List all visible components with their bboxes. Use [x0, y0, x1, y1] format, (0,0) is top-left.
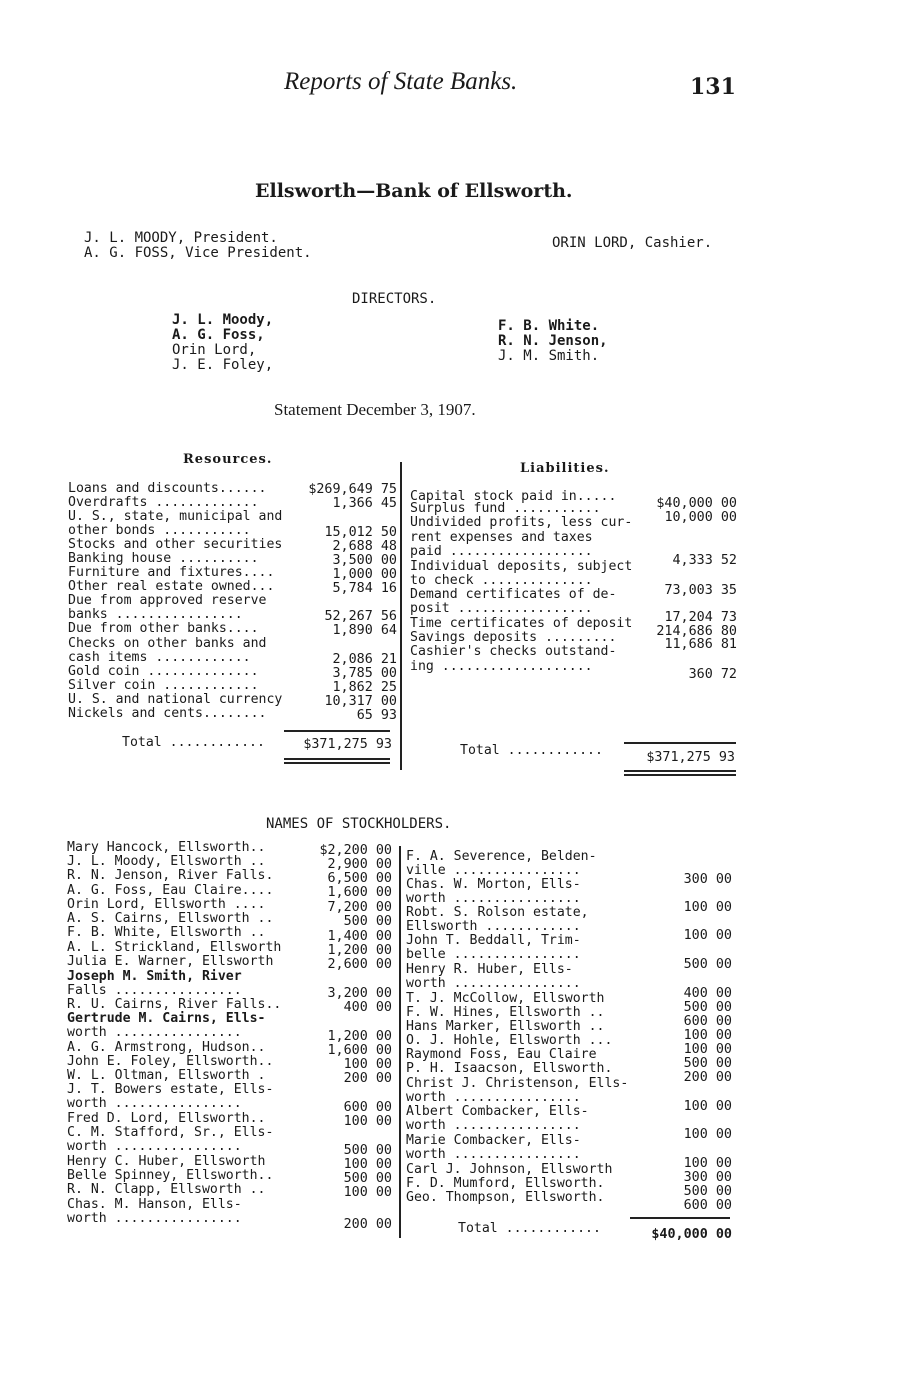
stockholder-amount: 7,200 00	[327, 900, 392, 915]
resource-amount: 1,000 00	[332, 567, 397, 582]
stockholder-name: A. G. Armstrong, Hudson..	[67, 1040, 266, 1055]
resources-total-amount: $371,275 93	[303, 737, 392, 752]
stockholder-amount: 500 00	[343, 1171, 392, 1186]
stockholder-name: Robt. S. Rolson estate,	[406, 905, 589, 920]
resource-label: Checks on other banks and	[68, 636, 267, 651]
stockholder-name: Fred D. Lord, Ellsworth..	[67, 1111, 266, 1126]
stockholder-name: F. D. Mumford, Ellsworth.	[406, 1176, 605, 1191]
stockholder-name: F. W. Hines, Ellsworth ..	[406, 1005, 605, 1020]
liabilities-total-double-rule	[624, 774, 736, 776]
stockholder-name: Belle Spinney, Ellsworth..	[67, 1168, 274, 1183]
resource-label: U. S., state, municipal and	[68, 509, 283, 524]
liability-amount: 73,003 35	[664, 583, 737, 598]
liabilities-total-amount: $371,275 93	[646, 750, 735, 765]
resource-label: other bonds ...........	[68, 523, 251, 538]
stockholder-name: worth ................	[406, 1118, 581, 1133]
liability-label: Undivided profits, less cur-	[410, 515, 633, 530]
stockholder-name: Henry R. Huber, Ells-	[406, 962, 573, 977]
resource-amount: 5,784 16	[332, 581, 397, 596]
stockholder-name: Gertrude M. Cairns, Ells-	[67, 1011, 266, 1026]
stockholder-amount: 300 00	[683, 872, 732, 887]
resource-amount: $269,649 75	[308, 482, 397, 497]
stockholder-name: worth ................	[67, 1211, 242, 1226]
stockholder-name: J. L. Moody, Ellsworth ..	[67, 854, 266, 869]
stockholder-name: Carl J. Johnson, Ellsworth	[406, 1162, 613, 1177]
resource-label: Gold coin ..............	[68, 664, 259, 679]
stockholder-amount: 1,200 00	[327, 943, 392, 958]
stockholder-amount: 6,500 00	[327, 871, 392, 886]
resource-amount: 3,500 00	[332, 553, 397, 568]
stockholder-name: P. H. Isaacson, Ellsworth.	[406, 1061, 613, 1076]
statement-date: Statement December 3, 1907.	[274, 400, 476, 419]
director-left-2: A. G. Foss,	[172, 327, 265, 343]
stockholder-amount: 1,400 00	[327, 929, 392, 944]
stockholder-name: C. M. Stafford, Sr., Ells-	[67, 1125, 274, 1140]
stockholder-name: Henry C. Huber, Ellsworth	[67, 1154, 266, 1169]
liability-label: Surplus fund ...........	[410, 501, 601, 516]
page-number: 131	[690, 74, 736, 100]
liability-amount: 4,333 52	[672, 553, 737, 568]
stockholder-name: F. A. Severence, Belden-	[406, 849, 597, 864]
resource-amount: 2,086 21	[332, 652, 397, 667]
stockholder-name: John T. Beddall, Trim-	[406, 933, 581, 948]
resource-amount: 65 93	[356, 708, 397, 723]
liability-amount: 17,204 73	[664, 610, 737, 625]
director-left-1: J. L. Moody,	[172, 312, 274, 328]
resources-total-label: Total ............	[122, 735, 265, 750]
stockholder-amount: 500 00	[683, 1000, 732, 1015]
liabilities-heading: Liabilities.	[520, 461, 610, 476]
stockholder-amount: 500 00	[683, 1056, 732, 1071]
resource-amount: 3,785 00	[332, 666, 397, 681]
resource-amount: 52,267 56	[324, 609, 397, 624]
stockholder-amount: 200 00	[343, 1071, 392, 1086]
stockholder-name: Falls ................	[67, 983, 242, 998]
resources-heading: Resources.	[183, 452, 273, 467]
stockholder-amount: 300 00	[683, 1170, 732, 1185]
resource-amount: 1,890 64	[332, 623, 397, 638]
liability-label: Capital stock paid in.....	[410, 489, 617, 504]
resource-amount: 15,012 50	[324, 525, 397, 540]
stockholder-name: Ellsworth ............	[406, 919, 581, 934]
liability-amount: 360 72	[688, 667, 737, 682]
stockholder-name: ville ................	[406, 863, 581, 878]
stockholder-amount: 200 00	[683, 1070, 732, 1085]
stockholder-name: John E. Foley, Ellsworth..	[67, 1054, 274, 1069]
stockholder-name: W. L. Oltman, Ellsworth .	[67, 1068, 266, 1083]
stockholder-amount: 500 00	[343, 914, 392, 929]
stockholder-name: Joseph M. Smith, River	[67, 969, 242, 984]
stockholder-amount: 2,900 00	[327, 857, 392, 872]
liability-amount: 11,686 81	[664, 637, 737, 652]
stockholder-name: Chas. M. Hanson, Ells-	[67, 1197, 242, 1212]
stockholder-amount: 600 00	[683, 1014, 732, 1029]
stockholder-amount: 100 00	[683, 900, 732, 915]
stockholder-amount: 2,600 00	[327, 957, 392, 972]
liability-label: Time certificates of deposit	[410, 616, 633, 631]
stockholder-amount: 500 00	[683, 1184, 732, 1199]
stockholder-amount: 400 00	[683, 986, 732, 1001]
stockholder-amount: 1,200 00	[327, 1029, 392, 1044]
director-right-2: R. N. Jenson,	[498, 333, 608, 349]
stockholder-name: Orin Lord, Ellsworth ....	[67, 897, 266, 912]
stockholder-amount: 1,600 00	[327, 885, 392, 900]
stockholder-name: worth ................	[67, 1096, 242, 1111]
resources-total-double-rule	[284, 758, 390, 760]
liability-label: rent expenses and taxes	[410, 530, 593, 545]
stockholders-column-divider	[399, 846, 401, 1238]
stockholder-amount: 100 00	[343, 1114, 392, 1129]
stockholder-amount: 100 00	[683, 1156, 732, 1171]
liabilities-total-double-rule	[624, 770, 736, 772]
resources-sum-rule	[284, 730, 390, 732]
stockholder-name: Chas. W. Morton, Ells-	[406, 877, 581, 892]
resource-label: Banking house ..........	[68, 551, 259, 566]
stockholder-amount: 100 00	[343, 1157, 392, 1172]
stockholder-name: worth ................	[406, 976, 581, 991]
resource-label: Due from approved reserve	[68, 593, 267, 608]
stockholders-heading: NAMES OF STOCKHOLDERS.	[266, 816, 452, 832]
liability-label: Individual deposits, subject	[410, 559, 633, 574]
resource-label: Due from other banks....	[68, 621, 259, 636]
liability-label: Demand certificates of de-	[410, 587, 617, 602]
officer-cashier: ORIN LORD, Cashier.	[552, 235, 713, 251]
liability-label: ing ...................	[410, 659, 593, 674]
resource-label: Stocks and other securities	[68, 537, 283, 552]
directors-heading: DIRECTORS.	[352, 291, 437, 307]
director-right-1: F. B. White.	[498, 318, 600, 334]
stockholder-amount: 200 00	[343, 1217, 392, 1232]
liability-amount: 214,686 80	[656, 624, 737, 639]
stockholder-amount: 100 00	[683, 1042, 732, 1057]
stockholder-amount: 600 00	[343, 1100, 392, 1115]
stockholder-amount: 100 00	[683, 928, 732, 943]
stockholder-name: Marie Combacker, Ells-	[406, 1133, 581, 1148]
director-right-3: J. M. Smith.	[498, 348, 600, 364]
stockholder-name: R. N. Clapp, Ellsworth ..	[67, 1182, 266, 1197]
officer-vice-president: A. G. FOSS, Vice President.	[84, 245, 312, 261]
stockholder-name: worth ................	[67, 1025, 242, 1040]
stockholder-name: F. B. White, Ellsworth ..	[67, 925, 266, 940]
liability-amount: $40,000 00	[656, 496, 737, 511]
stockholder-name: worth ................	[406, 1090, 581, 1105]
stockholder-name: worth ................	[406, 891, 581, 906]
stockholders-sum-rule	[630, 1217, 730, 1219]
stockholder-name: Hans Marker, Ellsworth ..	[406, 1019, 605, 1034]
bank-title: Ellsworth—Bank of Ellsworth.	[255, 180, 573, 202]
stockholder-amount: 100 00	[683, 1028, 732, 1043]
stockholder-name: A. G. Foss, Eau Claire....	[67, 883, 274, 898]
resource-label: U. S. and national currency	[68, 692, 283, 707]
officer-president: J. L. MOODY, President.	[84, 230, 278, 246]
stockholder-name: A. S. Cairns, Ellsworth ..	[67, 911, 274, 926]
resource-label: Overdrafts .............	[68, 495, 259, 510]
statement-column-divider	[400, 462, 402, 770]
resource-label: cash items ............	[68, 650, 251, 665]
resource-amount: 1,862 25	[332, 680, 397, 695]
stockholder-name: T. J. McCollow, Ellsworth	[406, 991, 605, 1006]
resource-amount: 10,317 00	[324, 694, 397, 709]
resource-label: Nickels and cents........	[68, 706, 267, 721]
stockholder-amount: 100 00	[683, 1127, 732, 1142]
resource-amount: 1,366 45	[332, 496, 397, 511]
liability-label: posit .................	[410, 601, 593, 616]
stockholder-amount: 1,600 00	[327, 1043, 392, 1058]
director-left-3: Orin Lord,	[172, 342, 257, 358]
stockholder-name: A. L. Strickland, Ellsworth	[67, 940, 282, 955]
stockholder-amount: 3,200 00	[327, 986, 392, 1001]
resources-total-double-rule	[284, 762, 390, 764]
liability-label: paid ..................	[410, 544, 593, 559]
director-left-4: J. E. Foley,	[172, 357, 274, 373]
resource-label: Silver coin ............	[68, 678, 259, 693]
resource-label: Loans and discounts......	[68, 481, 267, 496]
stockholder-amount: 500 00	[343, 1143, 392, 1158]
stockholder-name: worth ................	[67, 1139, 242, 1154]
resource-label: Furniture and fixtures....	[68, 565, 275, 580]
liability-label: to check ..............	[410, 573, 593, 588]
stockholder-amount: 100 00	[343, 1185, 392, 1200]
stockholder-name: Geo. Thompson, Ellsworth.	[406, 1190, 605, 1205]
stockholder-amount: 500 00	[683, 957, 732, 972]
stockholder-name: J. T. Bowers estate, Ells-	[67, 1082, 274, 1097]
stockholder-name: O. J. Hohle, Ellsworth ...	[406, 1033, 613, 1048]
stockholders-total-amount: $40,000 00	[651, 1227, 732, 1242]
stockholder-name: R. U. Cairns, River Falls..	[67, 997, 282, 1012]
stockholder-name: Raymond Foss, Eau Claire	[406, 1047, 597, 1062]
resource-label: Other real estate owned...	[68, 579, 275, 594]
liabilities-total-label: Total ............	[460, 743, 603, 758]
stockholder-amount: 600 00	[683, 1198, 732, 1213]
liabilities-sum-rule	[624, 742, 736, 744]
stockholder-name: Mary Hancock, Ellsworth..	[67, 840, 266, 855]
stockholder-amount: 400 00	[343, 1000, 392, 1015]
stockholder-name: worth ................	[406, 1147, 581, 1162]
stockholder-name: Christ J. Christenson, Ells-	[406, 1076, 629, 1091]
stockholder-name: belle ................	[406, 947, 581, 962]
stockholder-amount: $2,200 00	[319, 843, 392, 858]
stockholder-name: Julia E. Warner, Ellsworth	[67, 954, 274, 969]
stockholder-name: Albert Combacker, Ells-	[406, 1104, 589, 1119]
stockholder-amount: 100 00	[343, 1057, 392, 1072]
liability-label: Savings deposits .........	[410, 630, 617, 645]
resource-amount: 2,688 48	[332, 539, 397, 554]
liability-amount: 10,000 00	[664, 510, 737, 525]
resource-label: banks ................	[68, 607, 243, 622]
running-title: Reports of State Banks.	[284, 68, 518, 95]
liability-label: Cashier's checks outstand-	[410, 644, 617, 659]
stockholder-amount: 100 00	[683, 1099, 732, 1114]
stockholder-name: R. N. Jenson, River Falls.	[67, 868, 274, 883]
stockholders-total-label: Total ............	[458, 1221, 601, 1236]
